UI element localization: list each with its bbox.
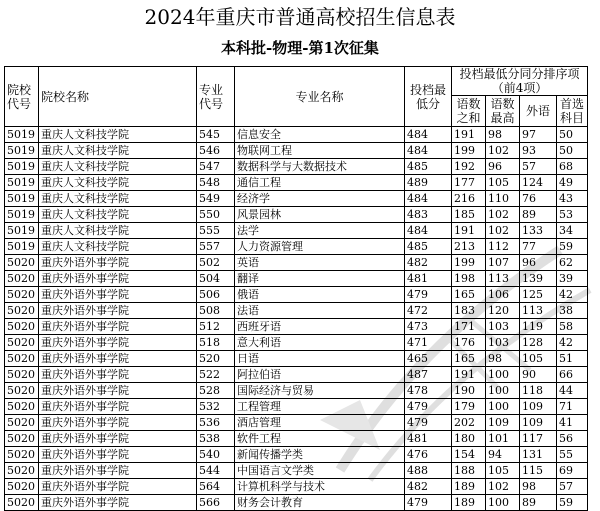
cell-chn-math-sum: 177 [452, 175, 486, 191]
cell-school-code: 5019 [5, 175, 39, 191]
cell-foreign: 77 [520, 239, 557, 255]
cell-school-code: 5020 [5, 287, 39, 303]
cell-school-name: 重庆人文科技学院 [39, 159, 197, 175]
cell-math-max: 102 [486, 143, 520, 159]
cell-major-code: 536 [197, 415, 235, 431]
cell-chn-math-sum: 216 [452, 191, 486, 207]
cell-math-max: 112 [486, 239, 520, 255]
cell-major-code: 520 [197, 351, 235, 367]
cell-school-name: 重庆外语外事学院 [39, 415, 197, 431]
cell-major-name: 法学 [235, 223, 405, 239]
cell-school-code: 5019 [5, 159, 39, 175]
cell-chn-math-sum: 154 [452, 447, 486, 463]
cell-first-subject: 66 [557, 367, 588, 383]
cell-foreign: 119 [520, 319, 557, 335]
cell-school-name: 重庆外语外事学院 [39, 479, 197, 495]
cell-chn-math-sum: 202 [452, 415, 486, 431]
cell-school-code: 5020 [5, 399, 39, 415]
cell-foreign: 109 [520, 415, 557, 431]
cell-major-name: 新闻传播学类 [235, 447, 405, 463]
cell-min-score: 478 [405, 383, 452, 399]
table-row [5, 383, 588, 399]
cell-first-subject: 55 [557, 447, 588, 463]
cell-school-name: 重庆人文科技学院 [39, 175, 197, 191]
table-row [5, 351, 588, 367]
cell-math-max: 110 [486, 191, 520, 207]
cell-major-code: 528 [197, 383, 235, 399]
cell-first-subject: 53 [557, 207, 588, 223]
cell-major-code: 522 [197, 367, 235, 383]
cell-math-max: 96 [486, 159, 520, 175]
cell-major-code: 502 [197, 255, 235, 271]
cell-major-name: 阿拉伯语 [235, 367, 405, 383]
table-row [5, 223, 588, 239]
cell-major-code: 518 [197, 335, 235, 351]
cell-first-subject: 57 [557, 479, 588, 495]
cell-school-code: 5020 [5, 479, 39, 495]
cell-first-subject: 42 [557, 287, 588, 303]
cell-chn-math-sum: 171 [452, 319, 486, 335]
cell-major-name: 计算机科学与技术 [235, 479, 405, 495]
cell-math-max: 113 [486, 271, 520, 287]
table-row [5, 335, 588, 351]
cell-major-name: 数据科学与大数据技术 [235, 159, 405, 175]
cell-foreign: 133 [520, 223, 557, 239]
cell-school-code: 5020 [5, 383, 39, 399]
cell-min-score: 479 [405, 415, 452, 431]
cell-chn-math-sum: 180 [452, 431, 486, 447]
cell-school-name: 重庆外语外事学院 [39, 447, 197, 463]
table-row [5, 399, 588, 415]
cell-major-code: 532 [197, 399, 235, 415]
cell-school-name: 重庆人文科技学院 [39, 223, 197, 239]
cell-school-code: 5020 [5, 431, 39, 447]
table-row [5, 191, 588, 207]
cell-major-name: 中国语言文学类 [235, 463, 405, 479]
cell-school-code: 5020 [5, 303, 39, 319]
cell-math-max: 100 [486, 495, 520, 511]
cell-major-code: 504 [197, 271, 235, 287]
cell-chn-math-sum: 191 [452, 223, 486, 239]
header-min-score: 投档最低分 [405, 67, 452, 127]
cell-major-code: 564 [197, 479, 235, 495]
cell-school-code: 5020 [5, 415, 39, 431]
cell-school-code: 5020 [5, 447, 39, 463]
cell-min-score: 483 [405, 207, 452, 223]
cell-first-subject: 62 [557, 255, 588, 271]
cell-major-name: 经济学 [235, 191, 405, 207]
cell-foreign: 117 [520, 431, 557, 447]
cell-min-score: 481 [405, 431, 452, 447]
cell-major-name: 国际经济与贸易 [235, 383, 405, 399]
cell-major-name: 俄语 [235, 287, 405, 303]
header-chn-math-sum: 语数之和 [452, 96, 486, 127]
cell-school-name: 重庆人文科技学院 [39, 191, 197, 207]
cell-school-name: 重庆人文科技学院 [39, 143, 197, 159]
admission-table [4, 66, 588, 511]
cell-chn-math-sum: 189 [452, 495, 486, 511]
cell-school-name: 重庆人文科技学院 [39, 127, 197, 143]
cell-first-subject: 49 [557, 175, 588, 191]
table-row [5, 239, 588, 255]
cell-min-score: 481 [405, 271, 452, 287]
header-major-name: 专业名称 [235, 67, 405, 127]
cell-math-max: 105 [486, 463, 520, 479]
cell-school-name: 重庆人文科技学院 [39, 207, 197, 223]
cell-major-name: 工程管理 [235, 399, 405, 415]
cell-school-code: 5019 [5, 143, 39, 159]
cell-foreign: 89 [520, 495, 557, 511]
cell-school-name: 重庆外语外事学院 [39, 303, 197, 319]
cell-major-name: 风景园林 [235, 207, 405, 223]
cell-major-code: 506 [197, 287, 235, 303]
cell-foreign: 115 [520, 463, 557, 479]
cell-first-subject: 50 [557, 127, 588, 143]
cell-foreign: 113 [520, 303, 557, 319]
cell-school-name: 重庆外语外事学院 [39, 431, 197, 447]
header-math-max: 语数最高 [486, 96, 520, 127]
table-row [5, 255, 588, 271]
page-title: 2024年重庆市普通高校招生信息表 [144, 5, 456, 29]
cell-school-code: 5020 [5, 335, 39, 351]
table-row [5, 143, 588, 159]
cell-chn-math-sum: 213 [452, 239, 486, 255]
header-first-subject: 首选科目 [557, 96, 588, 127]
cell-math-max: 107 [486, 255, 520, 271]
table-row [5, 431, 588, 447]
cell-min-score: 479 [405, 495, 452, 511]
table-row [5, 367, 588, 383]
cell-major-name: 西班牙语 [235, 319, 405, 335]
cell-first-subject: 59 [557, 495, 588, 511]
cell-major-name: 法语 [235, 303, 405, 319]
cell-school-name: 重庆外语外事学院 [39, 271, 197, 287]
cell-min-score: 484 [405, 127, 452, 143]
cell-major-code: 546 [197, 143, 235, 159]
cell-min-score: 484 [405, 143, 452, 159]
cell-school-code: 5019 [5, 239, 39, 255]
cell-min-score: 485 [405, 239, 452, 255]
cell-major-name: 英语 [235, 255, 405, 271]
table-row [5, 207, 588, 223]
cell-min-score: 485 [405, 159, 452, 175]
cell-math-max: 109 [486, 415, 520, 431]
table-row [5, 463, 588, 479]
cell-chn-math-sum: 191 [452, 367, 486, 383]
header-foreign: 外语 [520, 96, 557, 127]
cell-chn-math-sum: 199 [452, 255, 486, 271]
cell-chn-math-sum: 190 [452, 383, 486, 399]
cell-chn-math-sum: 188 [452, 463, 486, 479]
cell-major-name: 通信工程 [235, 175, 405, 191]
cell-min-score: 482 [405, 255, 452, 271]
cell-first-subject: 44 [557, 383, 588, 399]
cell-first-subject: 34 [557, 223, 588, 239]
table-row [5, 175, 588, 191]
cell-chn-math-sum: 165 [452, 287, 486, 303]
cell-first-subject: 41 [557, 415, 588, 431]
cell-math-max: 102 [486, 223, 520, 239]
cell-major-name: 软件工程 [235, 431, 405, 447]
cell-first-subject: 59 [557, 239, 588, 255]
cell-major-code: 549 [197, 191, 235, 207]
cell-school-code: 5020 [5, 495, 39, 511]
cell-school-name: 重庆外语外事学院 [39, 255, 197, 271]
header-major-code: 专业代号 [197, 67, 235, 127]
cell-first-subject: 43 [557, 191, 588, 207]
cell-math-max: 106 [486, 287, 520, 303]
cell-school-code: 5019 [5, 127, 39, 143]
cell-major-name: 日语 [235, 351, 405, 367]
cell-school-code: 5019 [5, 223, 39, 239]
cell-school-code: 5020 [5, 255, 39, 271]
cell-first-subject: 68 [557, 159, 588, 175]
cell-foreign: 131 [520, 447, 557, 463]
cell-school-name: 重庆外语外事学院 [39, 463, 197, 479]
cell-min-score: 489 [405, 175, 452, 191]
cell-school-name: 重庆人文科技学院 [39, 239, 197, 255]
cell-school-code: 5020 [5, 367, 39, 383]
cell-major-code: 547 [197, 159, 235, 175]
table-row [5, 479, 588, 495]
cell-school-name: 重庆外语外事学院 [39, 383, 197, 399]
cell-chn-math-sum: 198 [452, 271, 486, 287]
cell-min-score: 487 [405, 367, 452, 383]
cell-min-score: 479 [405, 399, 452, 415]
cell-major-code: 538 [197, 431, 235, 447]
cell-major-name: 财务会计教育 [235, 495, 405, 511]
cell-math-max: 103 [486, 335, 520, 351]
cell-major-code: 555 [197, 223, 235, 239]
header-school-code: 院校代号 [5, 67, 39, 127]
cell-major-name: 物联网工程 [235, 143, 405, 159]
cell-school-code: 5020 [5, 319, 39, 335]
cell-chn-math-sum: 176 [452, 335, 486, 351]
cell-math-max: 100 [486, 383, 520, 399]
cell-math-max: 98 [486, 351, 520, 367]
cell-first-subject: 39 [557, 271, 588, 287]
cell-school-name: 重庆外语外事学院 [39, 495, 197, 511]
cell-school-code: 5019 [5, 207, 39, 223]
table-row [5, 415, 588, 431]
cell-math-max: 101 [486, 431, 520, 447]
cell-chn-math-sum: 191 [452, 127, 486, 143]
cell-math-max: 120 [486, 303, 520, 319]
cell-first-subject: 38 [557, 303, 588, 319]
cell-major-code: 550 [197, 207, 235, 223]
cell-first-subject: 51 [557, 351, 588, 367]
cell-major-code: 512 [197, 319, 235, 335]
cell-min-score: 472 [405, 303, 452, 319]
cell-math-max: 94 [486, 447, 520, 463]
cell-major-code: 566 [197, 495, 235, 511]
table-row [5, 287, 588, 303]
cell-math-max: 102 [486, 207, 520, 223]
cell-foreign: 105 [520, 351, 557, 367]
cell-school-name: 重庆外语外事学院 [39, 335, 197, 351]
cell-foreign: 128 [520, 335, 557, 351]
header-tiebreak: 投档最低分同分排序项（前4项） [452, 67, 588, 96]
cell-major-code: 557 [197, 239, 235, 255]
cell-foreign: 125 [520, 287, 557, 303]
cell-major-code: 548 [197, 175, 235, 191]
cell-major-name: 人力资源管理 [235, 239, 405, 255]
cell-min-score: 473 [405, 319, 452, 335]
cell-major-name: 翻译 [235, 271, 405, 287]
cell-first-subject: 69 [557, 463, 588, 479]
cell-foreign: 89 [520, 207, 557, 223]
cell-school-name: 重庆外语外事学院 [39, 319, 197, 335]
table-row [5, 303, 588, 319]
cell-major-name: 意大利语 [235, 335, 405, 351]
cell-school-name: 重庆外语外事学院 [39, 399, 197, 415]
cell-math-max: 103 [486, 319, 520, 335]
cell-min-score: 479 [405, 287, 452, 303]
cell-min-score: 465 [405, 351, 452, 367]
cell-major-code: 540 [197, 447, 235, 463]
cell-first-subject: 58 [557, 319, 588, 335]
cell-major-name: 信息安全 [235, 127, 405, 143]
table-row [5, 319, 588, 335]
cell-chn-math-sum: 183 [452, 303, 486, 319]
cell-major-code: 508 [197, 303, 235, 319]
cell-foreign: 109 [520, 399, 557, 415]
cell-school-code: 5019 [5, 191, 39, 207]
cell-foreign: 98 [520, 479, 557, 495]
cell-foreign: 124 [520, 175, 557, 191]
cell-chn-math-sum: 189 [452, 479, 486, 495]
cell-major-code: 544 [197, 463, 235, 479]
cell-foreign: 97 [520, 127, 557, 143]
page-subtitle: 本科批-物理-第1次征集 [221, 39, 379, 57]
cell-math-max: 98 [486, 127, 520, 143]
cell-min-score: 476 [405, 447, 452, 463]
table-row [5, 447, 588, 463]
table-body [5, 127, 588, 511]
cell-first-subject: 50 [557, 143, 588, 159]
cell-school-name: 重庆外语外事学院 [39, 287, 197, 303]
cell-school-name: 重庆外语外事学院 [39, 367, 197, 383]
table-row [5, 271, 588, 287]
cell-foreign: 96 [520, 255, 557, 271]
cell-chn-math-sum: 165 [452, 351, 486, 367]
cell-min-score: 471 [405, 335, 452, 351]
cell-foreign: 93 [520, 143, 557, 159]
cell-foreign: 118 [520, 383, 557, 399]
cell-foreign: 139 [520, 271, 557, 287]
cell-min-score: 482 [405, 479, 452, 495]
cell-school-code: 5020 [5, 351, 39, 367]
cell-chn-math-sum: 192 [452, 159, 486, 175]
cell-school-name: 重庆外语外事学院 [39, 351, 197, 367]
cell-first-subject: 42 [557, 335, 588, 351]
cell-min-score: 484 [405, 191, 452, 207]
cell-math-max: 100 [486, 367, 520, 383]
cell-first-subject: 71 [557, 399, 588, 415]
cell-school-code: 5020 [5, 463, 39, 479]
cell-major-name: 酒店管理 [235, 415, 405, 431]
cell-min-score: 488 [405, 463, 452, 479]
table-row [5, 495, 588, 511]
cell-first-subject: 56 [557, 431, 588, 447]
cell-chn-math-sum: 199 [452, 143, 486, 159]
cell-min-score: 484 [405, 223, 452, 239]
cell-chn-math-sum: 179 [452, 399, 486, 415]
cell-major-code: 545 [197, 127, 235, 143]
cell-foreign: 76 [520, 191, 557, 207]
header-school-name: 院校名称 [39, 67, 197, 127]
cell-foreign: 90 [520, 367, 557, 383]
table-row [5, 127, 588, 143]
cell-math-max: 105 [486, 175, 520, 191]
table-row [5, 159, 588, 175]
cell-school-code: 5020 [5, 271, 39, 287]
cell-math-max: 102 [486, 479, 520, 495]
cell-chn-math-sum: 185 [452, 207, 486, 223]
cell-math-max: 100 [486, 399, 520, 415]
cell-foreign: 57 [520, 159, 557, 175]
